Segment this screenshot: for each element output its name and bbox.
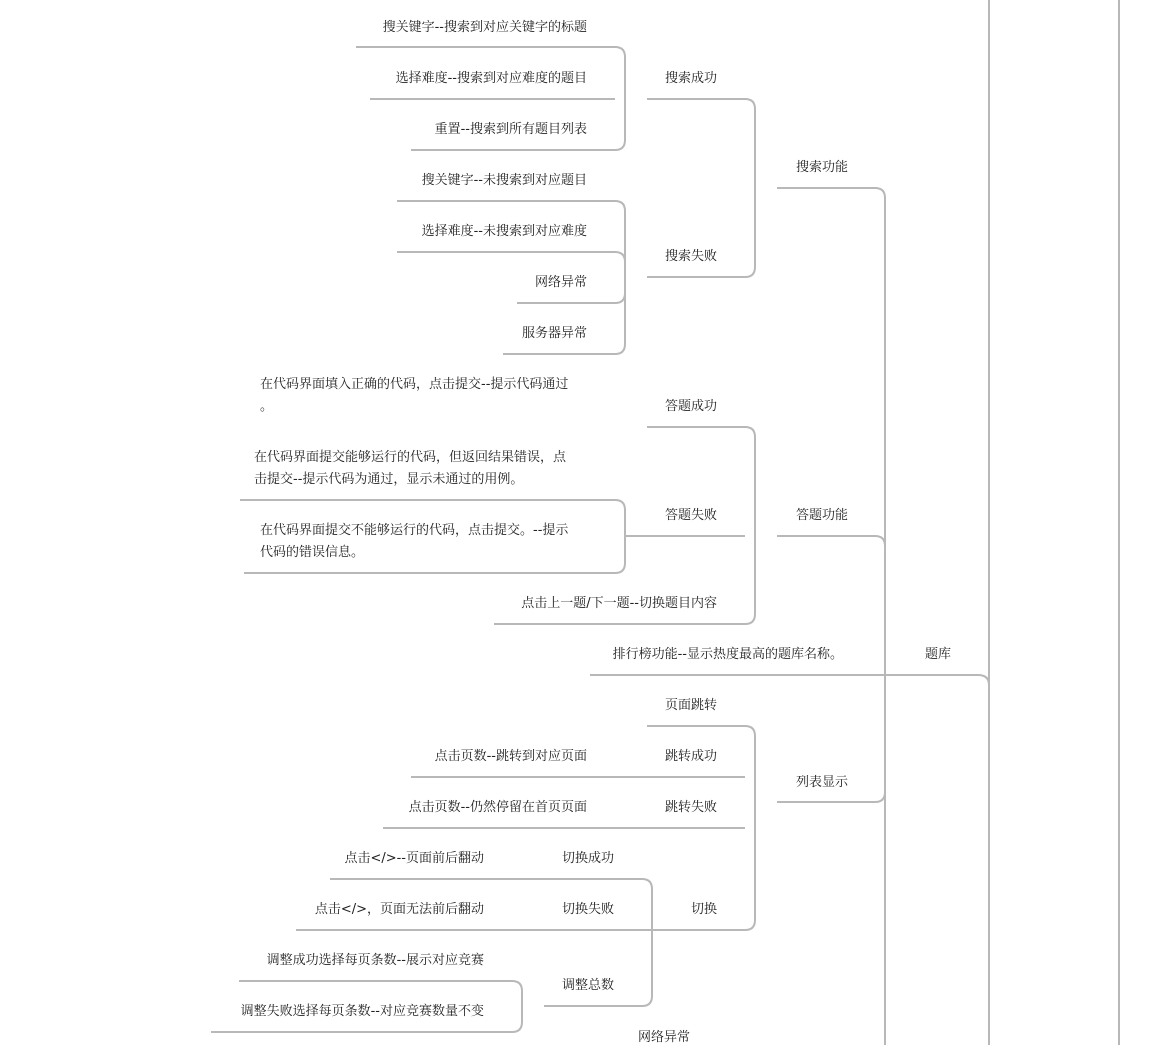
- branch-adjust-total: 调整总数: [561, 978, 614, 993]
- branch-switch: 切换: [690, 902, 717, 917]
- leaf-prev-next: 点击上一题/下一题--切换题目内容: [521, 596, 717, 611]
- leaf-server-error: 服务器异常: [521, 326, 587, 341]
- leaf-arrow-fail: 点击</>，页面无法前后翻动: [314, 902, 484, 917]
- branch-search-success: 搜索成功: [664, 71, 717, 86]
- branch-switch-success: 切换成功: [561, 851, 614, 866]
- leaf-network-error-list: 网络异常: [637, 1030, 690, 1045]
- leaf-difficulty-not-found: 选择难度--未搜索到对应难度: [421, 224, 587, 239]
- leaf-difficulty-found: 选择难度--搜索到对应难度的题目: [395, 71, 587, 86]
- branch-ranking: 排行榜功能--显示热度最高的题库名称。: [612, 647, 843, 662]
- leaf-answer-correct-line1: 在代码界面填入正确的代码，点击提交--提示代码通过: [260, 377, 569, 392]
- branch-list-display: 列表显示: [795, 775, 848, 790]
- branch-switch-fail: 切换失败: [561, 902, 614, 917]
- leaf-click-page-ok: 点击页数--跳转到对应页面: [434, 749, 587, 764]
- branch-jump-success: 跳转成功: [664, 749, 717, 764]
- branch-search-fail: 搜索失败: [664, 249, 717, 264]
- leaf-answer-wrong-line1: 在代码界面提交能够运行的代码，但返回结果错误，点: [254, 450, 567, 465]
- leaf-answer-wrong-line2: 击提交--提示代码为通过，显示未通过的用例。: [254, 472, 524, 487]
- leaf-click-page-fail: 点击页数--仍然停留在首页页面: [408, 800, 587, 815]
- leaf-page-jump: 页面跳转: [664, 698, 717, 713]
- branch-answer-function: 答题功能: [795, 508, 848, 523]
- leaf-answer-error-line1: 在代码界面提交不能够运行的代码，点击提交。--提示: [260, 523, 569, 538]
- leaf-network-error-search: 网络异常: [534, 275, 587, 290]
- leaf-answer-correct-line2: 。: [260, 399, 274, 414]
- branch-answer-fail: 答题失败: [664, 508, 717, 523]
- leaf-per-page-fail: 调整失败选择每页条数--对应竞赛数量不变: [240, 1004, 484, 1019]
- branch-answer-success: 答题成功: [664, 399, 717, 414]
- leaf-per-page-ok: 调整成功选择每页条数--展示对应竞赛: [266, 953, 484, 968]
- node-question-bank: 题库: [924, 647, 951, 662]
- node-underlines: [211, 47, 978, 1032]
- leaf-answer-error-line2: 代码的错误信息。: [260, 545, 365, 560]
- node-connectors: [512, 47, 989, 1045]
- branch-search-function: 搜索功能: [795, 160, 848, 175]
- leaf-arrow-ok: 点击</>--页面前后翻动: [344, 851, 484, 866]
- branch-jump-fail: 跳转失败: [664, 800, 717, 815]
- node-labels: [241, 19, 951, 1045]
- leaf-reset: 重置--搜索到所有题目列表: [434, 122, 587, 137]
- leaf-keyword-not-found: 搜关键字--未搜索到对应题目: [421, 173, 587, 188]
- leaf-keyword-found: 搜关键字--搜索到对应关键字的标题: [382, 20, 587, 35]
